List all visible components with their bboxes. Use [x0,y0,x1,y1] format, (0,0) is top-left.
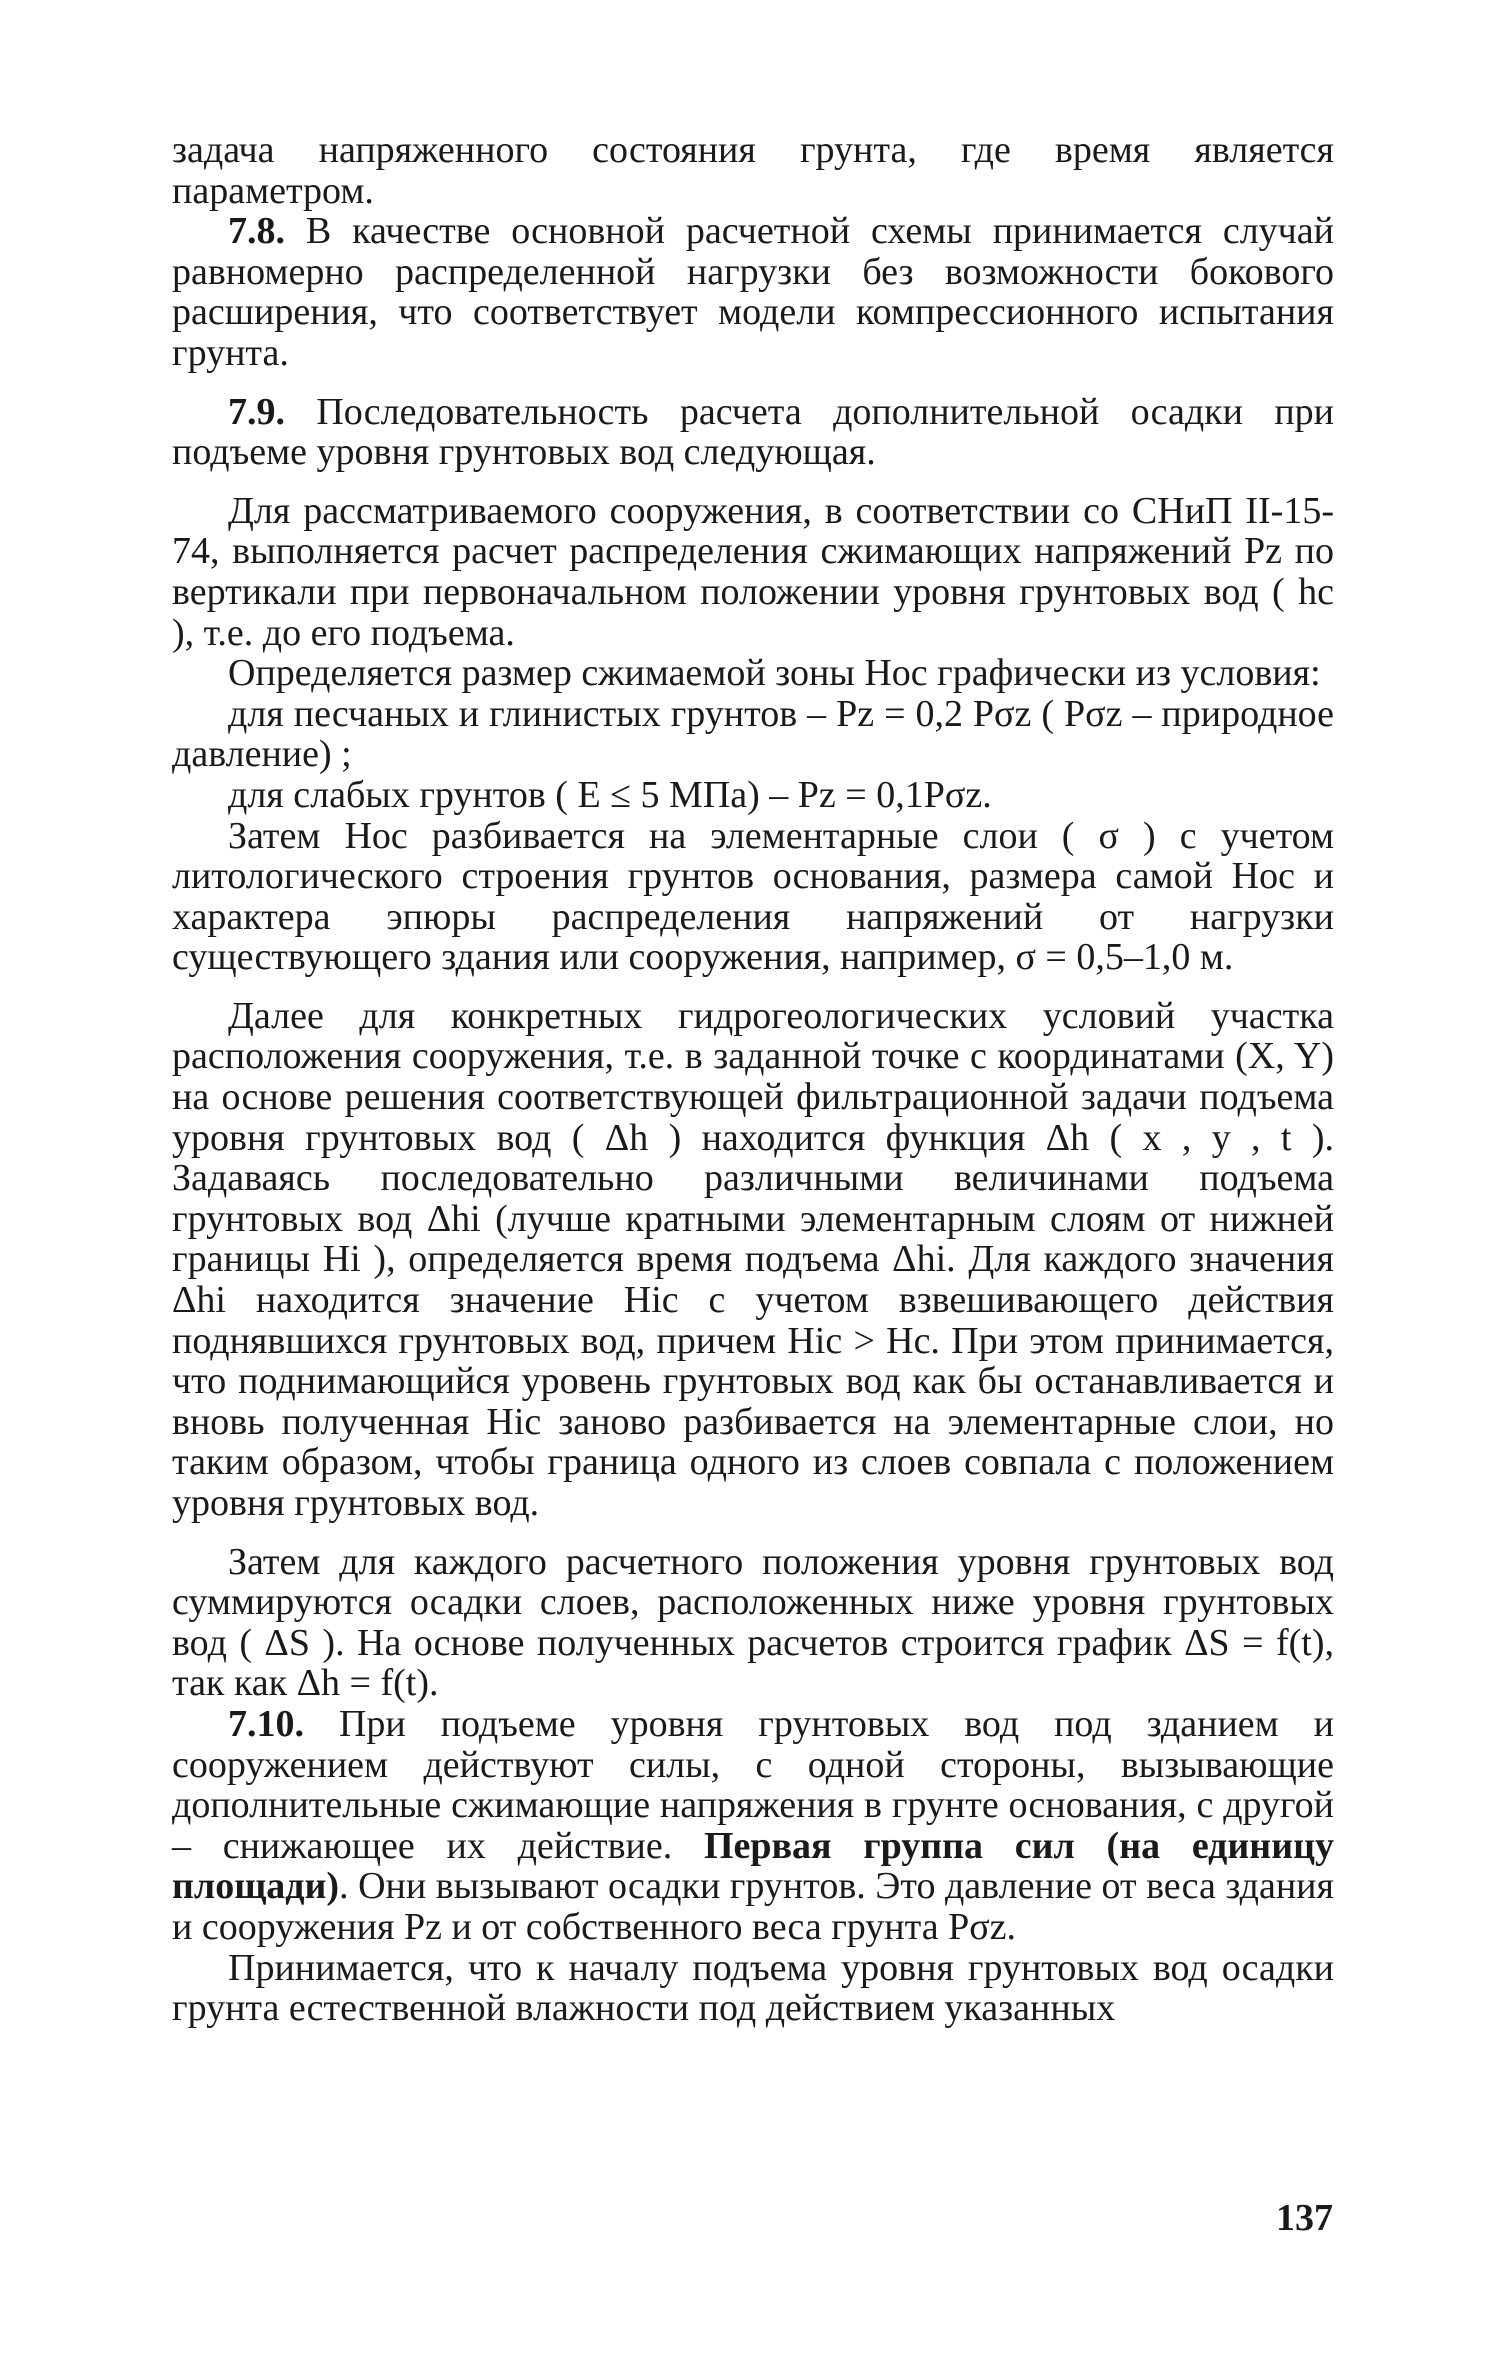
paragraph-zone [172,653,1334,694]
paragraph-text: для песчаных и глинистых грунтов – Pz = 0,2 Pσz ( Pσz – природное давление) ; [172,692,1334,776]
paragraph-intro [172,130,1334,211]
paragraph-final [172,1948,1334,2029]
paragraph-text: Принимается, что к началу подъема уровня грунтовых вод осадки грунта естественной влажности под действием указанных [172,1946,1334,2030]
paragraph-text: . Они вызывают осадки грунтов. Это давление от веса здания и сооружения Pz и от собственного веса грунта Pσz. [172,1865,1334,1948]
paragraph-text: Для рассматриваемого сооружения, в соответствии со СНиП II-15-74, выполняется расчет распределения сжимающих напряжений Pz по вертикали при первоначальном положении уровня грунтовых вод ( hc ), т.е. до его подъема. [172,489,1334,654]
paragraph-sandy [172,694,1334,775]
paragraph-text: Последовательность расчета дополнительной осадки при подъеме уровня грунтовых вод следующая. [172,390,1334,474]
page-text [172,130,1334,2029]
section-number: 7.8. [228,210,285,253]
paragraph-text: В качестве основной расчетной схемы принимается случай равномерно распределенной нагрузки без возможности бокового расширения, что соответствует модели компрессионного испытания грунта. [172,210,1334,374]
paragraph-weak [172,775,1334,816]
bold-phrase: Первая группа сил (на единицу площади) [172,1824,1334,1908]
paragraph-text: Затем для каждого расчетного положения уровня грунтовых вод суммируются осадки слоев, расположенных ниже уровня грунтовых вод ( ΔS ). На основе полученных расчетов строится график ΔS = f(t), так как Δh = f(t). [172,1540,1334,1705]
paragraph-text: При подъеме уровня грунтовых вод под зданием и сооружением действуют силы, с одной стороны, вызывающие дополнительные сжимающие напряжения в грунте основания, с другой – снижающее их действие. [172,1702,1334,1867]
section-number: 7.10. [228,1702,304,1745]
paragraph-text: Далее для конкретных гидрогеологических условий участка расположения сооружения, т.е. в заданной точке с координатами (X, Y) на основе решения соответствующей фильтрационной задачи подъема уровня грунтовых вод ( Δh ) находится функция Δh ( x , y , t ). Задаваясь последовательно различными величинами подъема грунтовых вод Δhi (лучше кратными элементарным слоям от нижней границы Hi ), определяется время подъема Δhi. Для каждого значения Δhi находится значение Hic с учетом взвешивающего действия поднявшихся грунтовых вод, причем Hic > Hc. При этом принимается, что поднимающийся уровень грунтовых вод как бы останавливается и вновь полученная Hic заново разбивается на элементарные слои, но таким образом, чтобы граница одного из слоев совпала с положением уровня грунтовых вод. [172,994,1334,1524]
paragraph-7-10 [172,1704,1334,1948]
paragraph-hydro [172,996,1334,1524]
paragraph-summation [172,1542,1334,1704]
paragraph-7-8 [172,211,1334,373]
paragraph-text: задача напряженного состояния грунта, где время является параметром. [172,129,1334,212]
page-number: 137 [1276,2197,1333,2239]
paragraph-calc [172,491,1334,653]
section-number: 7.9. [228,390,285,433]
paragraph-7-9 [172,392,1334,473]
paragraph-text: Определяется размер сжимаемой зоны Hoc графически из условия: [228,652,1321,695]
paragraph-text: для слабых грунтов ( E ≤ 5 МПа) – Pz = 0,1Pσz. [228,773,992,816]
paragraph-layers [172,816,1334,978]
paragraph-text: Затем Hoc разбивается на элементарные слои ( σ ) с учетом литологического строения грунтов основания, размера самой Hoc и характера эпюры распределения напряжений от нагрузки существующего здания или сооружения, например, σ = 0,5–1,0 м. [172,814,1334,979]
